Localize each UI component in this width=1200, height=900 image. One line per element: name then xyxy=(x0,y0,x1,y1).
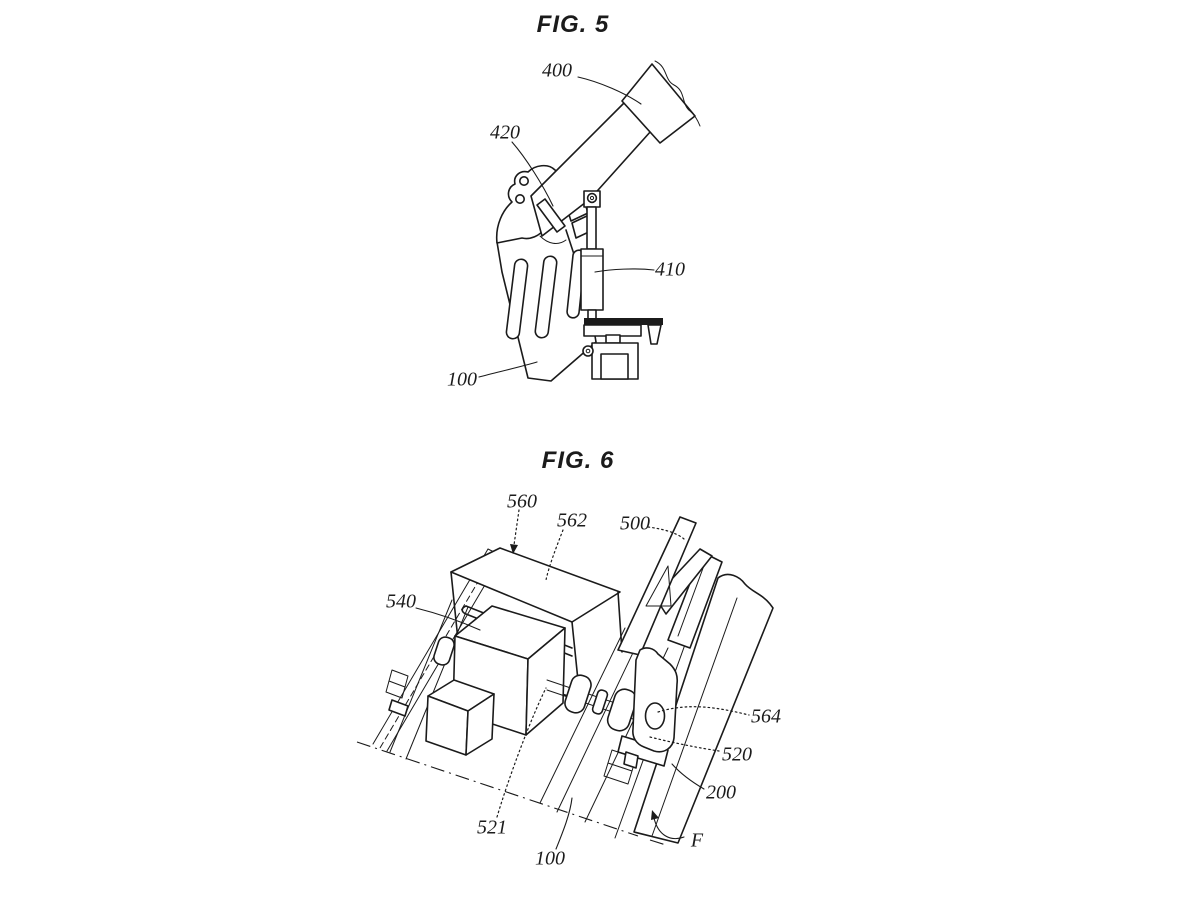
fig5-ref-400: 400 xyxy=(542,59,572,82)
fig6-title: FIG. 6 xyxy=(541,447,615,474)
fig5-drawing xyxy=(479,61,700,381)
fig6-ref-562: 562 xyxy=(557,509,587,532)
fig6-ref-F: F xyxy=(690,829,704,852)
fig5-title: FIG. 5 xyxy=(536,11,610,38)
fig6-ref-540: 540 xyxy=(386,590,416,613)
fig6-ref-520: 520 xyxy=(722,743,752,766)
fig6-ref-564: 564 xyxy=(751,705,781,728)
fig6-ref-100: 100 xyxy=(535,847,565,870)
fig5-ref-410: 410 xyxy=(655,258,685,281)
fig5-ref-100: 100 xyxy=(447,368,477,391)
fig6-ref-200: 200 xyxy=(706,781,736,804)
fig6-ref-521: 521 xyxy=(477,816,507,839)
fig5-ref-420: 420 xyxy=(490,121,520,144)
fig6-ref-500: 500 xyxy=(620,512,650,535)
fig6-ref-560: 560 xyxy=(507,490,537,513)
